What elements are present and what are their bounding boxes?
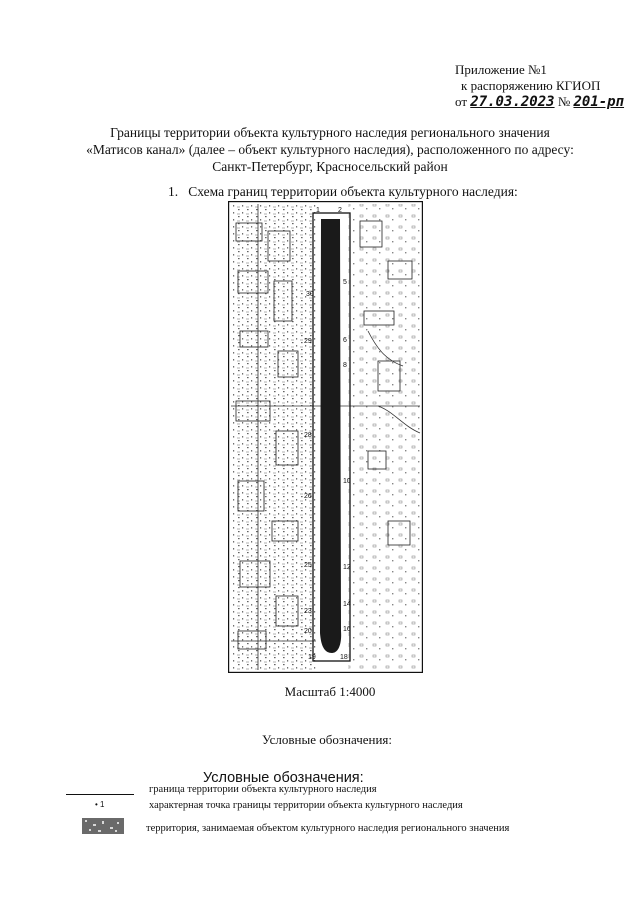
boundary-line-symbol bbox=[66, 794, 134, 795]
order-date: 27.03.2023 bbox=[470, 94, 555, 110]
territory-hatch-symbol bbox=[82, 818, 124, 834]
point-label: 29 bbox=[304, 338, 312, 345]
title-line-3: Санкт-Петербург, Красносельский район bbox=[212, 159, 448, 174]
appendix-block bbox=[455, 62, 624, 110]
legend-item-territory: территория, занимаемая объектом культурного наследия регионального значения bbox=[146, 823, 510, 834]
point-label: 19 bbox=[308, 654, 316, 661]
point-label: 18 bbox=[340, 654, 348, 661]
section-heading bbox=[168, 184, 518, 200]
point-label: 1 bbox=[316, 207, 320, 214]
legend-item-point: характерная точка границы территории объекта культурного наследия bbox=[149, 800, 463, 811]
point-label: 10 bbox=[343, 478, 351, 485]
point-label: 14 bbox=[343, 601, 351, 608]
date-prefix: от bbox=[455, 94, 468, 109]
legend-item-boundary: граница территории объекта культурного наследия bbox=[149, 784, 377, 795]
boundary-point-symbol: • 1 bbox=[95, 800, 105, 809]
point-label: 26 bbox=[304, 493, 312, 500]
point-label: 2 bbox=[338, 207, 342, 214]
point-label: 23 bbox=[304, 608, 312, 615]
appendix-line-1: Приложение №1 bbox=[455, 62, 547, 77]
point-label: 16 bbox=[343, 626, 351, 633]
point-label: 20 bbox=[304, 628, 312, 635]
document-title bbox=[40, 124, 620, 175]
point-label: 25 bbox=[304, 562, 312, 569]
map-scale: Масштаб 1:4000 bbox=[284, 684, 376, 699]
section-number: 1. bbox=[168, 184, 179, 199]
point-label: 28 bbox=[304, 432, 312, 439]
point-label: 5 bbox=[343, 279, 347, 286]
number-prefix: № bbox=[557, 94, 571, 109]
map-right-district bbox=[348, 204, 420, 670]
point-label: 6 bbox=[343, 337, 347, 344]
section-text: Схема границ территории объекта культурного наследия: bbox=[188, 184, 518, 199]
legend-heading-lower: Условные обозначения: bbox=[203, 770, 364, 786]
order-number: 201-рп bbox=[573, 94, 625, 110]
appendix-date-line bbox=[455, 94, 624, 110]
title-line-1: Границы территории объекта культурного наследия регионального значения bbox=[110, 125, 550, 140]
point-label: 12 bbox=[343, 564, 351, 571]
point-label: 8 bbox=[343, 362, 347, 369]
title-line-2: «Матисов канал» (далее – объект культурного наследия), расположенного по адресу: bbox=[86, 142, 574, 157]
point-label: 30 bbox=[306, 291, 314, 298]
legend-heading-upper: Условные обозначения: bbox=[262, 732, 393, 747]
appendix-line-2: к распоряжению КГИОП bbox=[461, 78, 601, 93]
boundary-scheme-map bbox=[228, 201, 423, 673]
canal-territory bbox=[320, 219, 341, 653]
